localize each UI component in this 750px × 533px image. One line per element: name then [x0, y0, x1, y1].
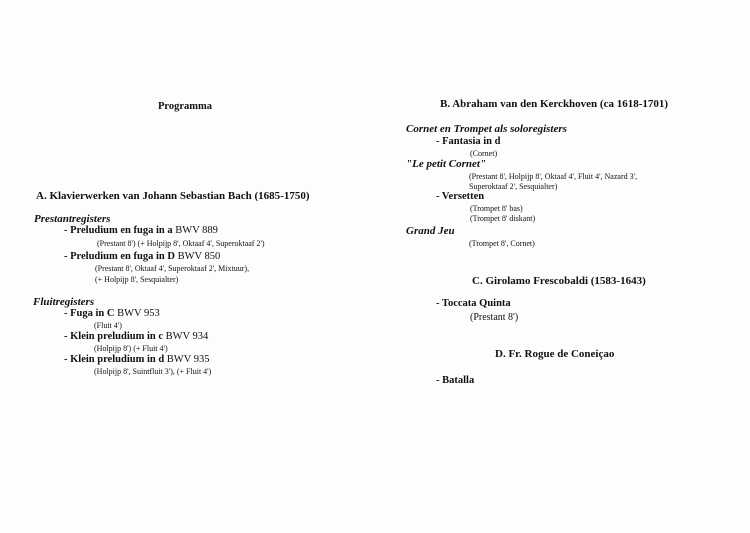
programma-title: Programma	[158, 101, 213, 112]
piece-versetten: - Versetten	[436, 191, 485, 202]
registers-grand-jeu: (Trompet 8', Cornet)	[469, 239, 535, 248]
section-c-heading: C. Girolamo Frescobaldi (1583-1643)	[472, 275, 646, 287]
group-prestantregisters: Prestantregisters	[34, 213, 111, 225]
piece-bwv850	[64, 251, 220, 262]
registers-bwv850-line1: (Prestant 8', Oktaaf 4', Superoktaaf 2', Mixtuur),	[95, 264, 250, 273]
registers-petit-cornet-line2: Superoktaaf 2', Sesquialter)	[469, 182, 558, 191]
bwv-number: BWV 934	[165, 331, 209, 342]
piece-toccata-quinta: - Toccata Quinta	[436, 298, 511, 309]
bwv-number: BWV 935	[166, 354, 210, 365]
registers-bwv889: (Prestant 8') (+ Holpijp 8', Oktaaf 4', Superoktaaf 2')	[97, 239, 265, 248]
registers-fantasia: (Cornet)	[470, 149, 498, 158]
group-fluitregisters: Fluitregisters	[33, 296, 95, 308]
bwv-number: BWV 850	[177, 251, 221, 262]
registers-versetten-diskant: (Trompet 8' diskant)	[470, 214, 536, 223]
registers-bwv934: (Holpijp 8') (+ Fluit 4')	[94, 344, 168, 353]
group-cornet-trompet: Cornet en Trompet als soloregisters	[406, 123, 567, 135]
registers-petit-cornet-line1: (Prestant 8', Holpijp 8', Oktaaf 4', Fluit 4', Nazard 3',	[469, 172, 638, 181]
piece-title: - Preludium en fuga in a	[64, 225, 176, 236]
piece-bwv935	[64, 354, 209, 365]
registers-versetten-bas: (Trompet 8' bas)	[470, 204, 523, 213]
registers-bwv953: (Fluit 4')	[94, 321, 122, 330]
piece-batalla: - Batalla	[436, 375, 475, 386]
section-d-heading: D. Fr. Rogue de Coneiçao	[495, 348, 615, 360]
registers-bwv850-line2: (+ Holpijp 8', Sesquialter)	[95, 275, 179, 284]
piece-bwv934	[64, 331, 208, 342]
group-le-petit-cornet: "Le petit Cornet"	[406, 158, 487, 170]
group-grand-jeu: Grand Jeu	[406, 225, 455, 237]
registers-bwv935: (Holpijp 8', Suintfluit 3'), (+ Fluit 4')	[94, 367, 212, 376]
bwv-number: BWV 889	[175, 225, 218, 236]
piece-bwv953	[64, 308, 160, 319]
piece-fantasia: - Fantasia in d	[436, 136, 501, 147]
registers-toccata: (Prestant 8')	[470, 312, 519, 323]
piece-title: - Klein preludium in d	[64, 354, 167, 365]
piece-title: - Fuga in C	[64, 308, 118, 319]
section-b-heading: B. Abraham van den Kerckhoven (ca 1618-1701)	[440, 98, 669, 110]
piece-bwv889	[64, 225, 218, 236]
bwv-number: BWV 953	[117, 308, 160, 319]
piece-title: - Preludium en fuga in D	[64, 251, 178, 262]
piece-title: - Klein preludium in c	[64, 331, 166, 342]
section-a-heading: A. Klavierwerken van Johann Sebastian Bach (1685-1750)	[36, 190, 310, 202]
